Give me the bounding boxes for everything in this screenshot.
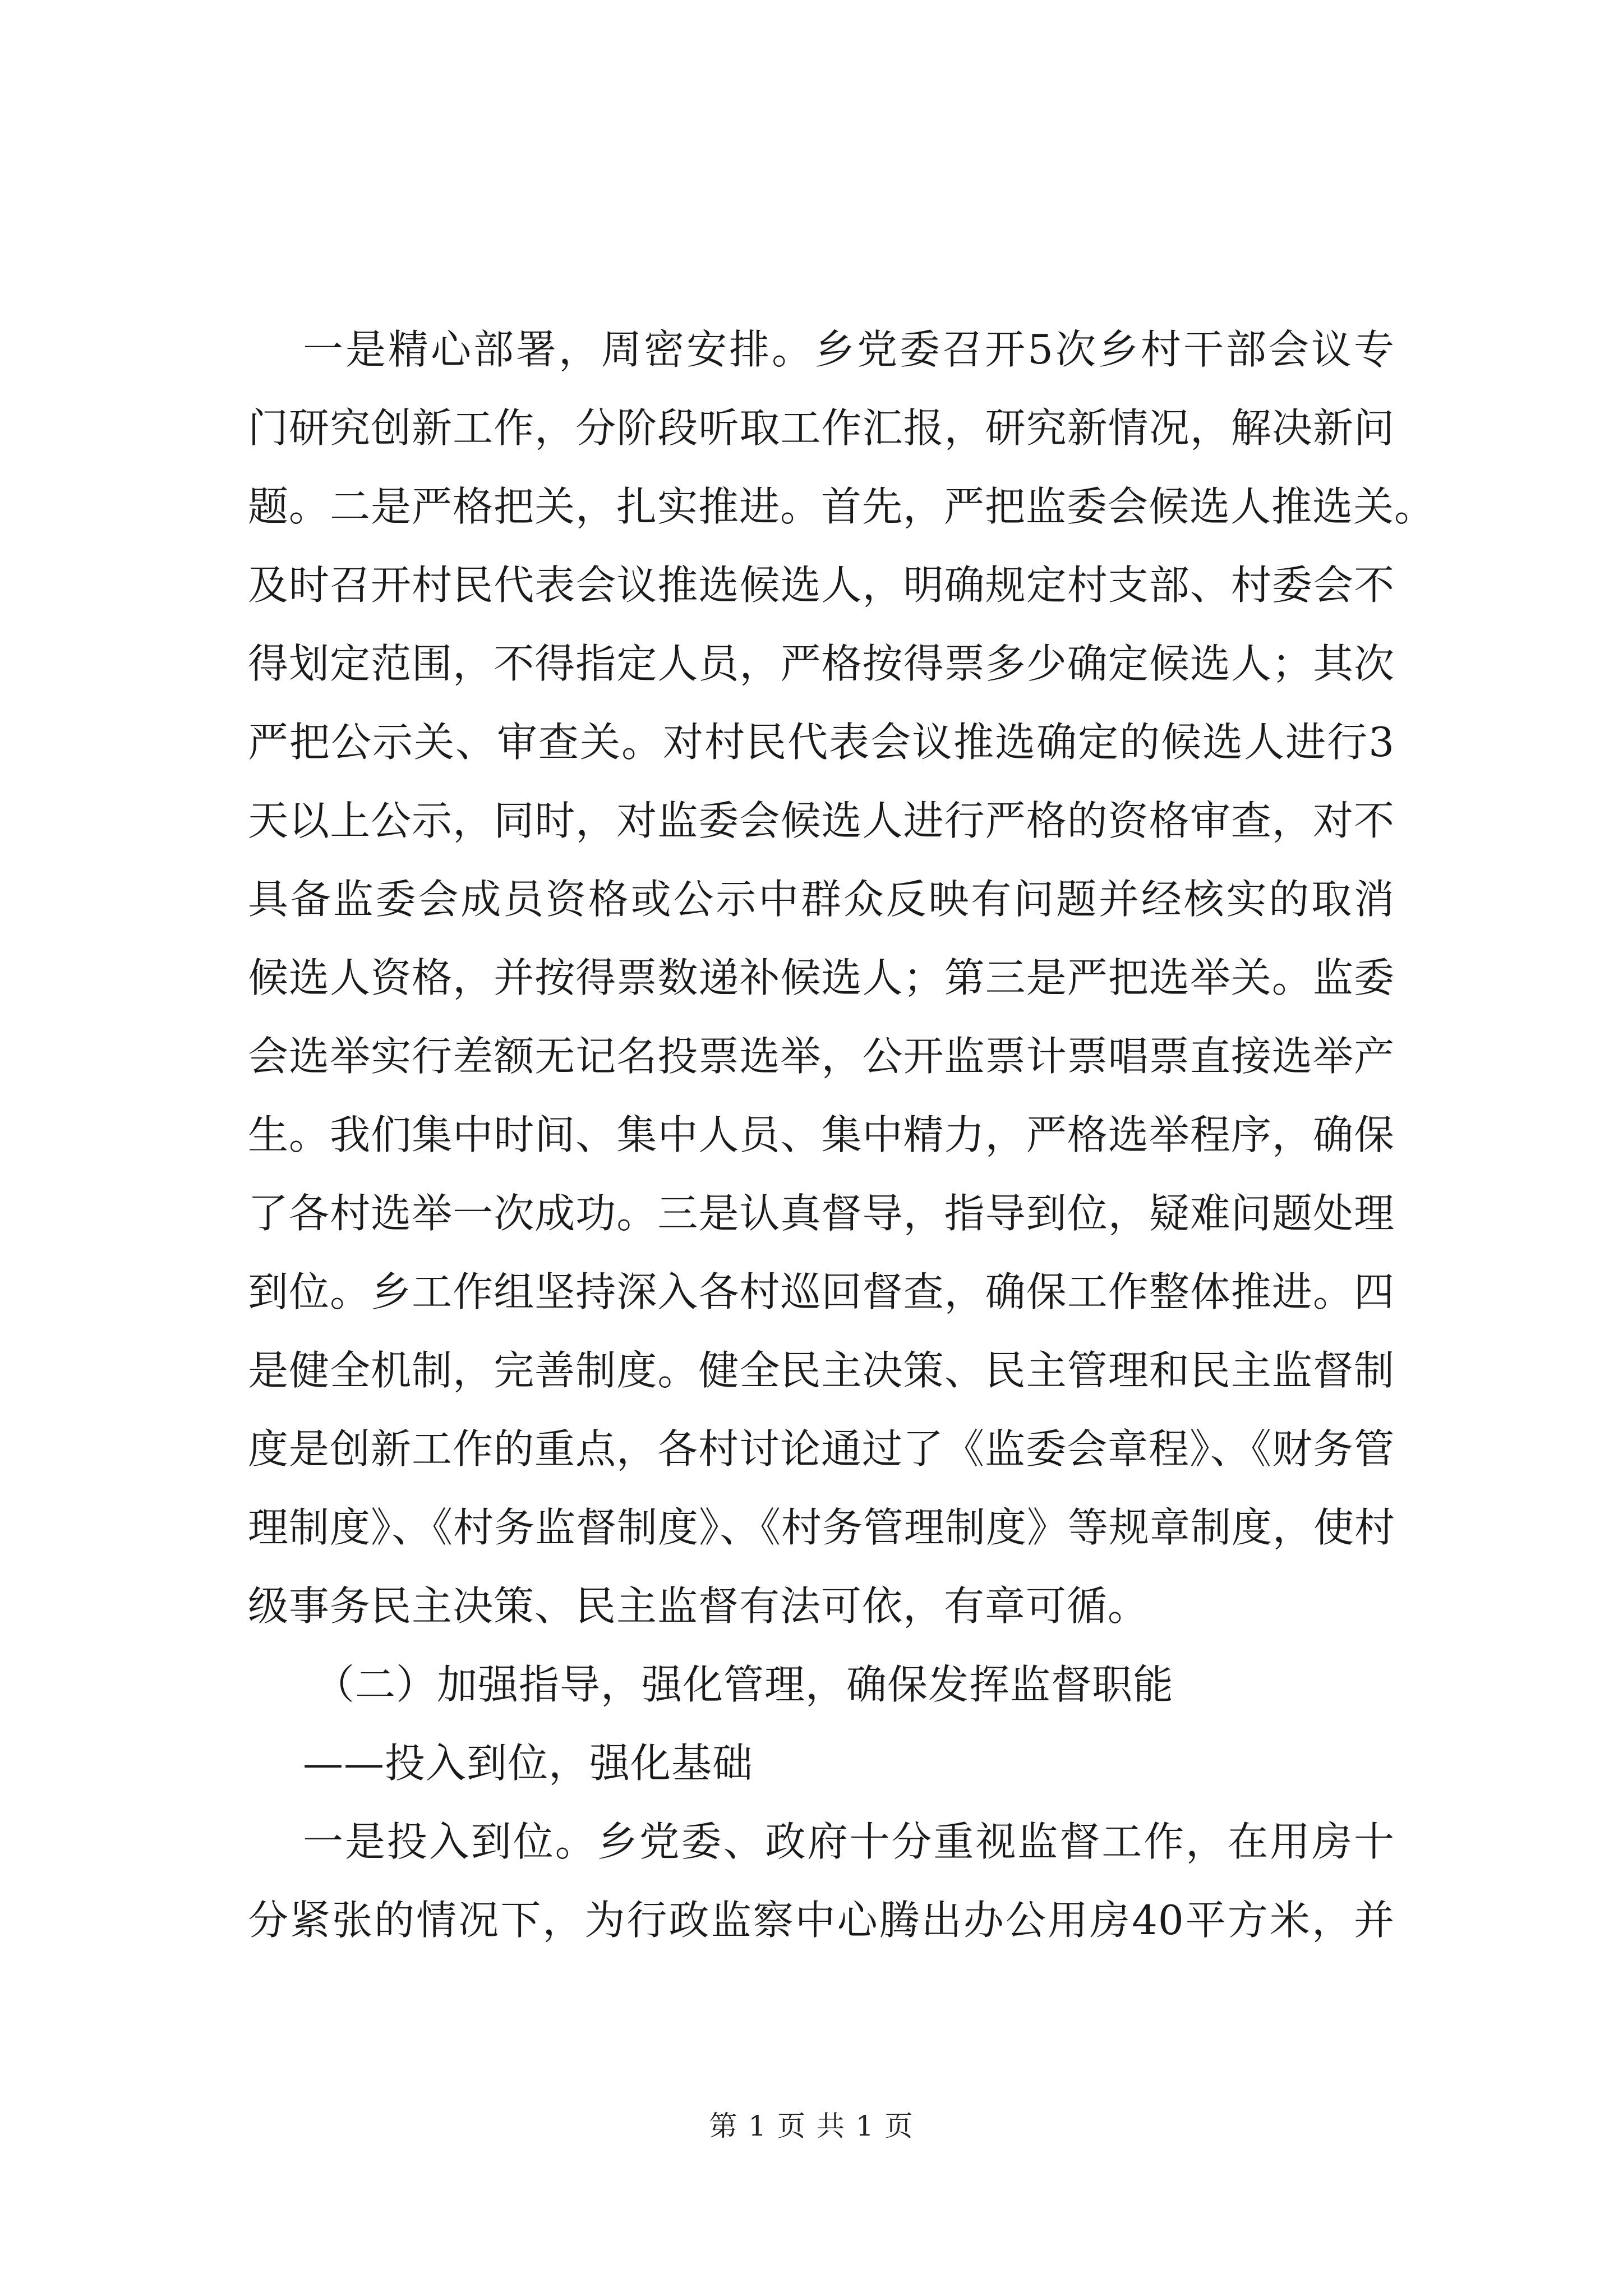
paragraph-line: 生。我们集中时间、集中人员、集中精力，严格选举程序，确保 <box>248 1111 1395 1158</box>
paragraph-line: 及时召开村民代表会议推选候选人，明确规定村支部、村委会不 <box>248 562 1395 609</box>
paragraph-line: 一是精心部署，周密安排。乡党委召开5次乡村干部会议专 <box>303 326 1395 373</box>
paragraph-line: 是健全机制，完善制度。健全民主决策、民主管理和民主监督制 <box>248 1347 1395 1394</box>
paragraph-line: 级事务民主决策、民主监督有法可依，有章可循。 <box>248 1582 1149 1630</box>
paragraph-line: 一是投入到位。乡党委、政府十分重视监督工作，在用房十 <box>303 1818 1395 1865</box>
paragraph-line: 天以上公示，同时，对监委会候选人进行严格的资格审查，对不 <box>248 797 1395 844</box>
paragraph-line: 严把公示关、审查关。对村民代表会议推选确定的候选人进行3 <box>248 719 1395 766</box>
paragraph-line: 分紧张的情况下，为行政监察中心腾出办公用房40平方米，并 <box>248 1897 1395 1944</box>
paragraph-line: 理制度》、《村务监督制度》、《村务管理制度》等规章制度，使村 <box>248 1504 1396 1551</box>
paragraph-line: 得划定范围，不得指定人员，严格按得票多少确定候选人；其次 <box>248 640 1395 687</box>
paragraph-line: 门研究创新工作，分阶段听取工作汇报，研究新情况，解决新问 <box>248 404 1395 452</box>
paragraph-line: 具备监委会成员资格或公示中群众反映有问题并经核实的取消 <box>248 876 1395 923</box>
paragraph-line: 题。二是严格把关，扎实推进。首先，严把监委会候选人推选关。 <box>248 483 1436 530</box>
paragraph-line: 度是创新工作的重点，各村讨论通过了《监委会章程》、《财务管 <box>248 1425 1395 1473</box>
paragraph-line: 候选人资格，并按得票数递补候选人；第三是严把选举关。监委 <box>248 954 1395 1001</box>
paragraph-line: 会选举实行差额无记名投票选举，公开监票计票唱票直接选举产 <box>248 1033 1395 1080</box>
subsection-heading: ——投入到位，强化基础 <box>303 1740 754 1787</box>
paragraph-line: 到位。乡工作组坚持深入各村巡回督查，确保工作整体推进。四 <box>248 1268 1395 1315</box>
page-number-footer: 第 1 页 共 1 页 <box>709 2110 914 2142</box>
section-heading: （二）加强指导，强化管理，确保发挥监督职能 <box>314 1661 1174 1708</box>
paragraph-line: 了各村选举一次成功。三是认真督导，指导到位，疑难问题处理 <box>248 1190 1395 1237</box>
